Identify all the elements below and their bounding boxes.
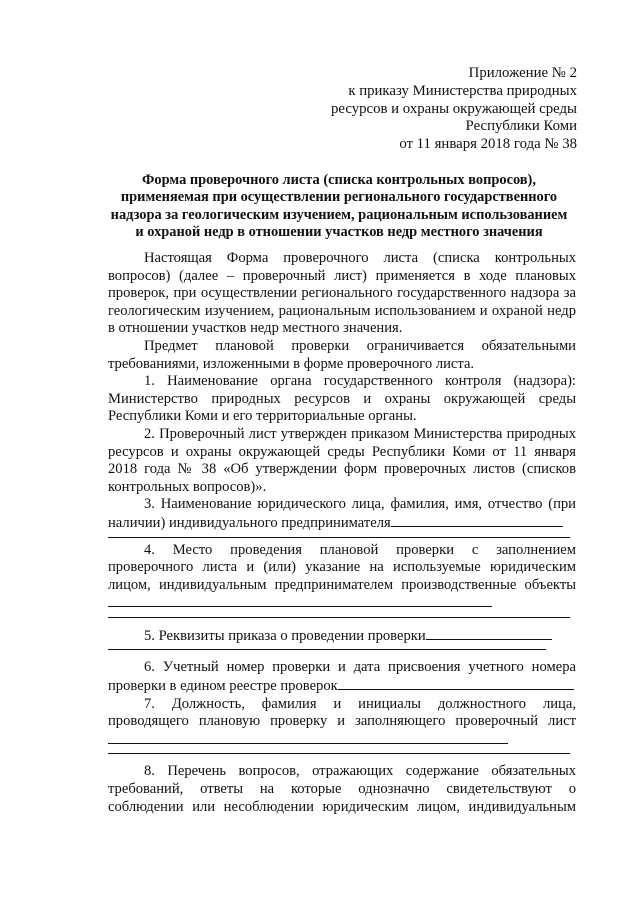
item-3-text: 3. Наименование юридического лица, фамилия, имя, отчество (при наличии) индивидуального предпринимателя	[108, 496, 576, 531]
paragraph-item-3	[108, 496, 576, 532]
appendix-line: ресурсов и охраны окружающей среды	[331, 100, 577, 117]
fill-line	[391, 514, 563, 527]
appendix-line: Приложение № 2	[468, 65, 577, 81]
paragraph-item-8: 8. Перечень вопросов, отражающих содержание обязательных требований, ответы на которые однозначно свидетельствуют о соблюдении или несоблюдении юридическим лицом, индивидуальным	[108, 763, 576, 815]
appendix-line: к приказу Министерства природных	[348, 82, 577, 99]
title-line: Форма проверочного листа (списка контрольных вопросов),	[142, 172, 536, 188]
fill-line	[338, 677, 574, 690]
paragraph-intro: Настоящая Форма проверочного листа (списка контрольных вопросов) (далее – проверочный лист) применяется в ходе плановых проверок, при осуществлении регионального государственного надзора за геологическим изучением, рациональным использованием и охраной недр в отношении участков недр местного значения.	[108, 250, 576, 337]
appendix-line: Республики Коми	[465, 118, 577, 135]
title-line: надзора за геологическим изучением, рациональным использованием	[110, 206, 568, 223]
fill-line	[108, 731, 508, 744]
paragraph-item-1: 1. Наименование органа государственного контроля (надзора): Министерство природных ресурсов и охраны окружающей среды Республики Коми и его территориальные органы.	[108, 373, 576, 425]
paragraph-item-7	[108, 696, 576, 750]
title-line: и охраной недр в отношении участков недр местного значения	[135, 224, 543, 241]
item-4-text: 4. Место проведения плановой проверки с заполнением проверочного листа и (или) указание на используемые юридическим лицом, индивидуальным предпринимателем производственные объекты	[108, 541, 576, 593]
paragraph-item-2: 2. Проверочный лист утвержден приказом Министерства природных ресурсов и охраны окружающей среды Республики Коми от 11 января 2018 года № 38 «Об утверждении форм проверочных листов (списков контрольных вопросов)».	[108, 425, 576, 495]
document-body	[108, 250, 576, 816]
paragraph-item-5	[108, 627, 576, 646]
item-6-text: 6. Учетный номер проверки и дата присвоения учетного номера проверки в едином реестре проверок	[108, 659, 576, 695]
item-5-text: 5. Реквизиты приказа о проведении проверки	[144, 627, 426, 644]
appendix-line: от 11 января 2018 года № 38	[399, 136, 577, 153]
paragraph-item-6	[108, 659, 576, 695]
document-title	[100, 172, 578, 242]
appendix-header	[331, 65, 577, 154]
paragraph-item-4	[108, 542, 576, 613]
fill-line	[108, 594, 492, 607]
item-7-text: 7. Должность, фамилия и инициалы должностного лица, проводящего плановую проверку и заполняющего проверочный лист	[108, 695, 576, 730]
fill-line	[426, 627, 552, 640]
paragraph-subject: Предмет плановой проверки ограничивается обязательными требованиями, изложенными в форме проверочного листа.	[108, 337, 576, 372]
title-line: применяемая при осуществлении регионального государственного	[120, 189, 558, 206]
